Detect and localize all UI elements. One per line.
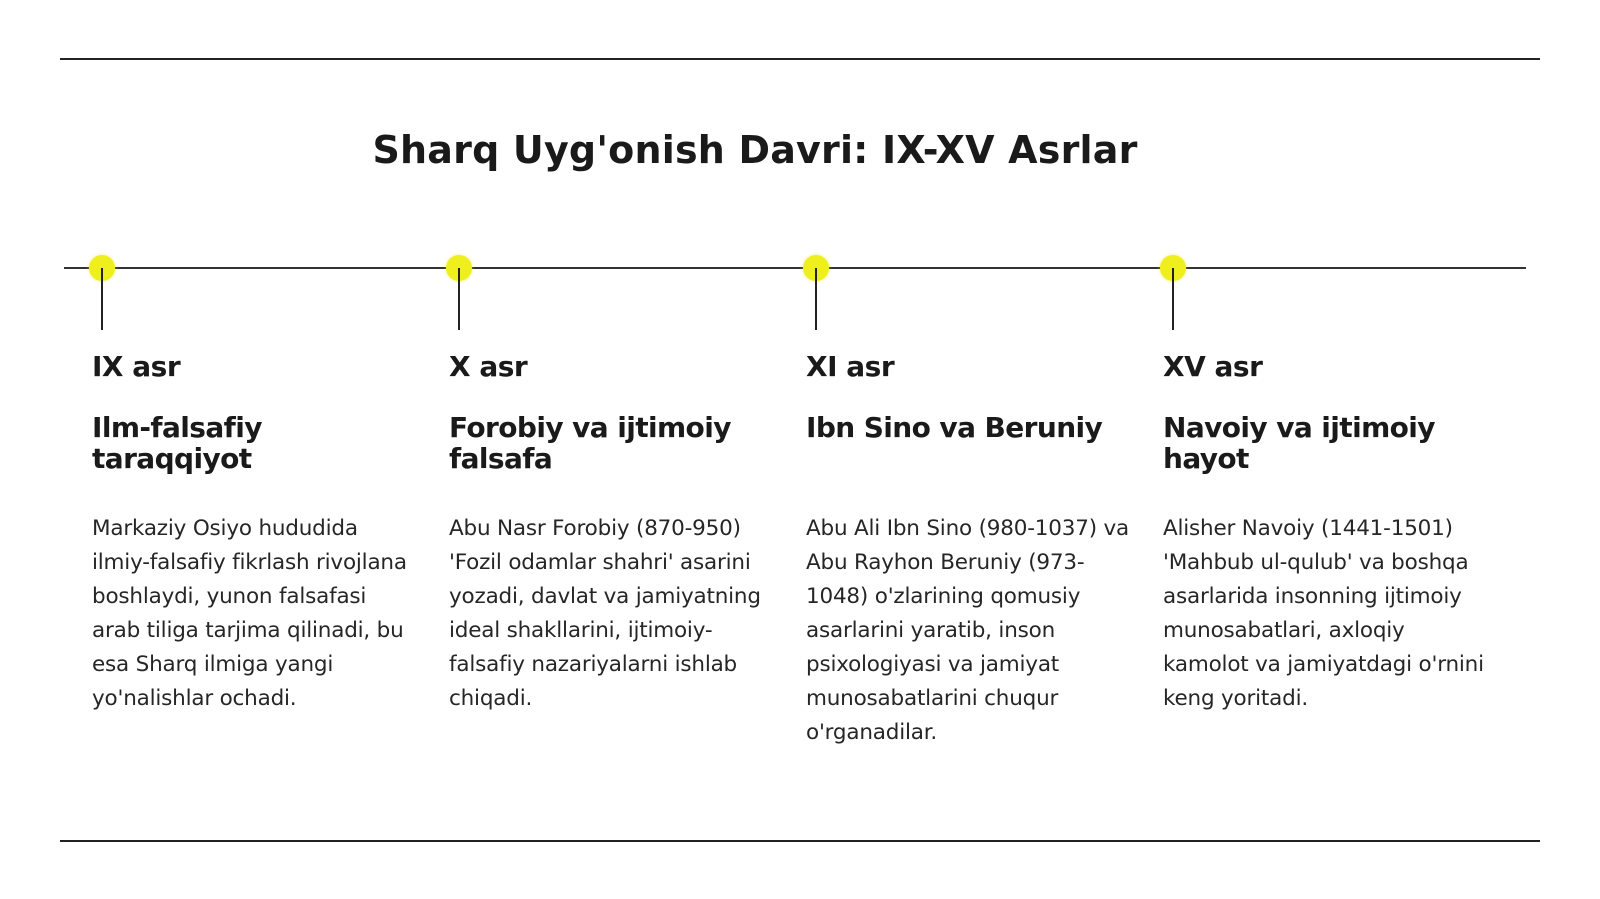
event-era: IX asr	[92, 350, 181, 383]
event-heading: Ilm-falsafiy taraqqiyot	[92, 411, 262, 475]
top-divider	[60, 58, 1540, 60]
event-description: Abu Nasr Forobiy (870-950) 'Fozil odamlar shahri' asarini yozadi, davlat va jamiyatning ideal shakllarini, ijtimoiy-falsafiy nazariyalarni ishlab chiqadi.	[449, 516, 761, 711]
event-era: X asr	[449, 350, 528, 383]
event-description: Alisher Navoiy (1441-1501) 'Mahbub ul-qulub' va boshqa asarlarida insonning ijtimoiy munosabatlari, axloqiy kamolot va jamiyatdagi o'rnini keng yoritadi.	[1163, 516, 1484, 711]
event-description: Markaziy Osiyo hududida ilmiy-falsafiy fikrlash rivojlana boshlaydi, yunon falsafasi arab tiliga tarjima qilinadi, bu esa Sharq ilmiga yangi yo'nalishlar ochadi.	[92, 516, 407, 711]
event-era: XI asr	[806, 350, 895, 383]
timeline-event-2	[449, 350, 779, 716]
timeline-connector-1	[101, 268, 103, 330]
timeline-event-1	[92, 350, 417, 716]
event-heading: Forobiy va ijtimoiy falsafa	[449, 411, 731, 475]
event-description: Abu Ali Ibn Sino (980-1037) va Abu Rayhon Beruniy (973-1048) o'zlarining qomusiy asarlarini yaratib, inson psixologiyasi va jamiyat munosabatlarini chuqur o'rganadilar.	[806, 516, 1130, 745]
timeline-event-4	[1163, 350, 1493, 716]
timeline-axis	[64, 267, 1526, 269]
timeline-connector-3	[815, 268, 817, 330]
page-title: Sharq Uyg'onish Davri: IX-XV Asrlar	[372, 128, 1138, 172]
bottom-divider	[60, 840, 1540, 842]
timeline-connector-4	[1172, 268, 1174, 330]
event-heading: Ibn Sino va Beruniy	[806, 411, 1103, 444]
timeline-connector-2	[458, 268, 460, 330]
timeline-event-3	[806, 350, 1136, 750]
event-era: XV asr	[1163, 350, 1263, 383]
event-heading: Navoiy va ijtimoiy hayot	[1163, 411, 1435, 475]
